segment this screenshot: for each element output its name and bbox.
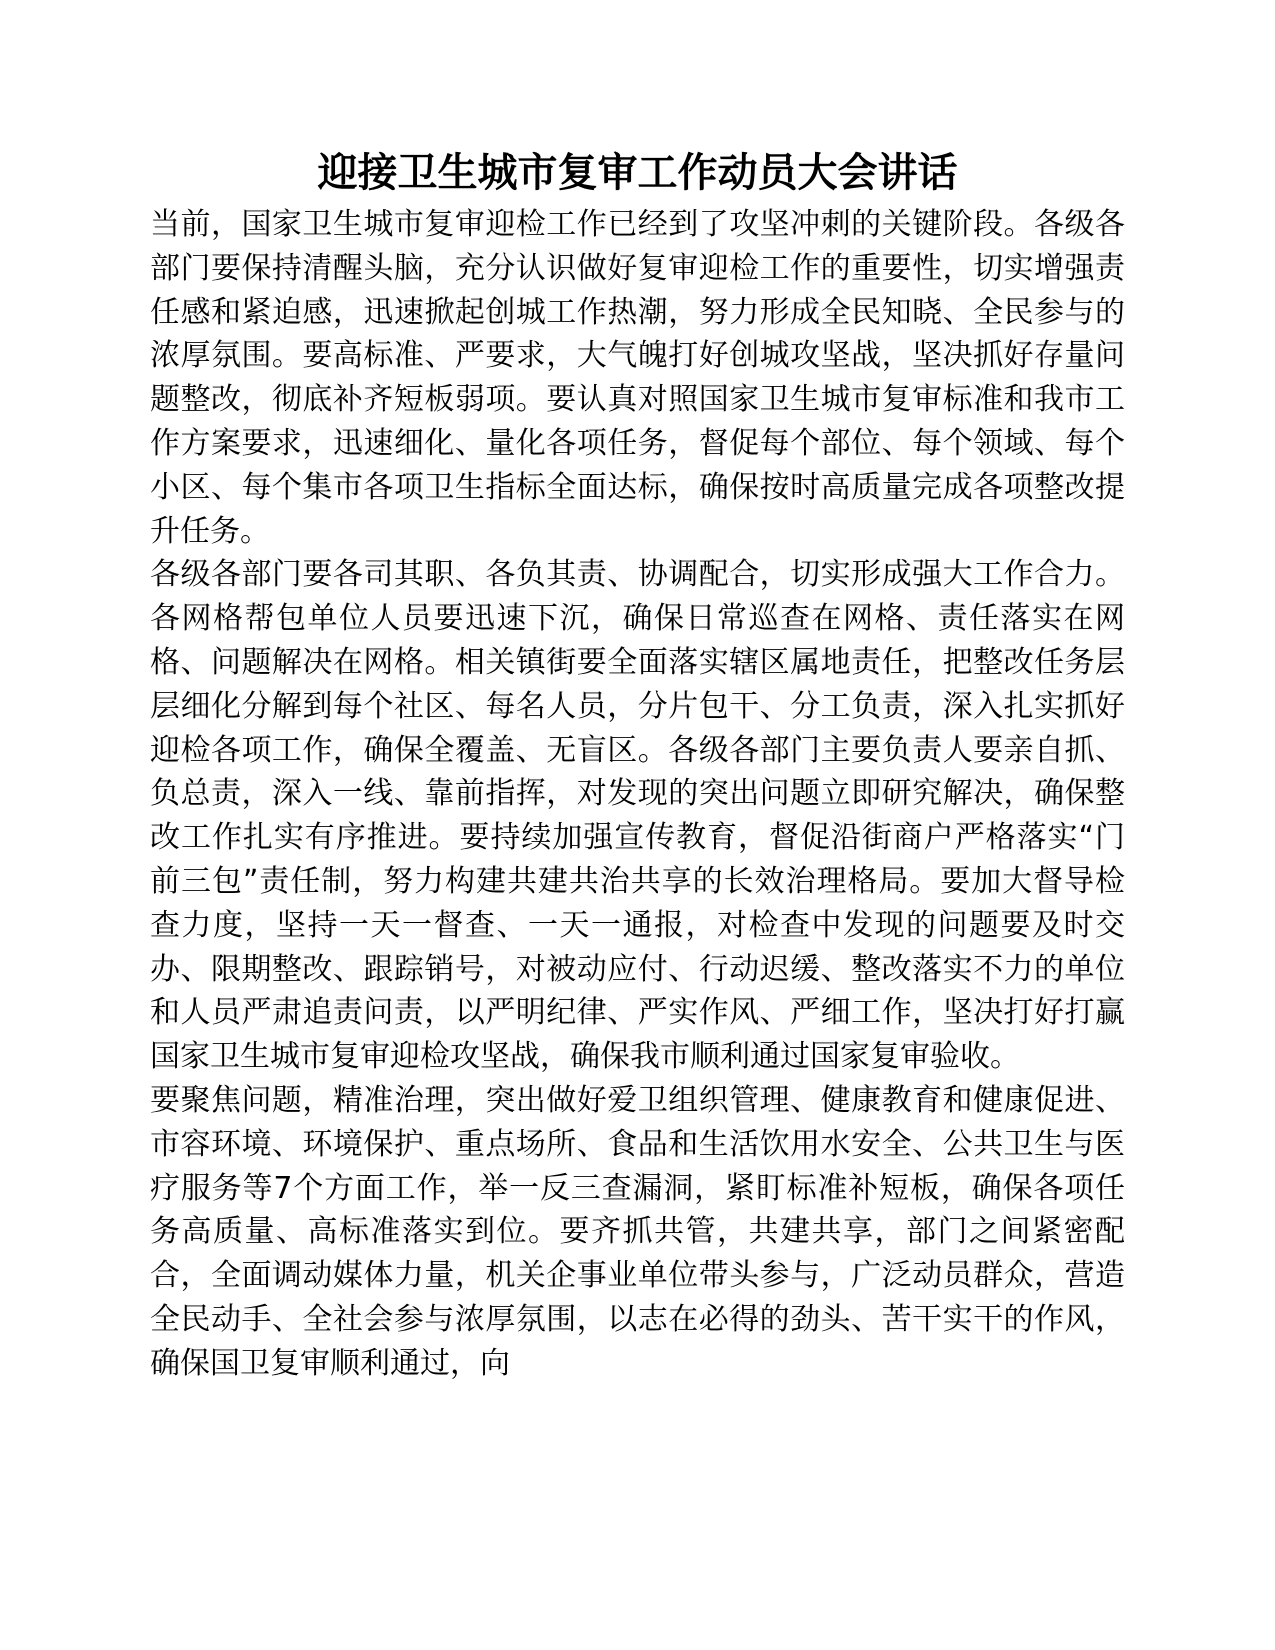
- paragraph-2: 各级各部门要各司其职、各负其责、协调配合，切实形成强大工作合力。各网格帮包单位人员要迅速下沉，确保日常巡查在网格、责任落实在网格、问题解决在网格。相关镇街要全面落实辖区属地责任，把整改任务层层细化分解到每个社区、每名人员，分片包干、分工负责，深入扎实抓好迎检各项工作，确保全覆盖、无盲区。各级各部门主要负责人要亲自抓、负总责，深入一线、靠前指挥，对发现的突出问题立即研究解决，确保整改工作扎实有序推进。要持续加强宣传教育，督促沿街商户严格落实“门前三包”责任制，努力构建共建共治共享的长效治理格局。要加大督导检查力度，坚持一天一督查、一天一通报，对检查中发现的问题要及时交办、限期整改、跟踪销号，对被动应付、行动迟缓、整改落实不力的单位和人员严肃追责问责，以严明纪律、严实作风、严细工作，坚决打好打赢国家卫生城市复审迎检攻坚战，确保我市顺利通过国家复审验收。: [150, 557, 1125, 1075]
- paragraph-1: 当前，国家卫生城市复审迎检工作已经到了攻坚冲刺的关键阶段。各级各部门要保持清醒头脑，充分认识做好复审迎检工作的重要性，切实增强责任感和紧迫感，迅速掀起创城工作热潮，努力形成全民知晓、全民参与的浓厚氛围。要高标准、严要求，大气魄打好创城攻坚战，坚决抓好存量问题整改，彻底补齐短板弱项。要认真对照国家卫生城市复审标准和我市工作方案要求，迅速细化、量化各项任务，督促每个部位、每个领域、每个小区、每个集市各项卫生指标全面达标，确保按时高质量完成各项整改提升任务。: [150, 207, 1125, 549]
- document-body: [150, 203, 1125, 1386]
- document-title: 迎接卫生城市复审工作动员大会讲话: [317, 150, 958, 196]
- paragraph-3: 要聚焦问题，精准治理，突出做好爱卫组织管理、健康教育和健康促进、市容环境、环境保护、重点场所、食品和生活饮用水安全、公共卫生与医疗服务等7个方面工作，举一反三查漏洞，紧盯标准补短板，确保各项任务高质量、高标准落实到位。要齐抓共管，共建共享，部门之间紧密配合，全面调动媒体力量，机关企事业单位带头参与，广泛动员群众，营造全民动手、全社会参与浓厚氛围，以志在必得的劲头、苦干实干的作风，确保国卫复审顺利通过，向: [150, 1082, 1125, 1381]
